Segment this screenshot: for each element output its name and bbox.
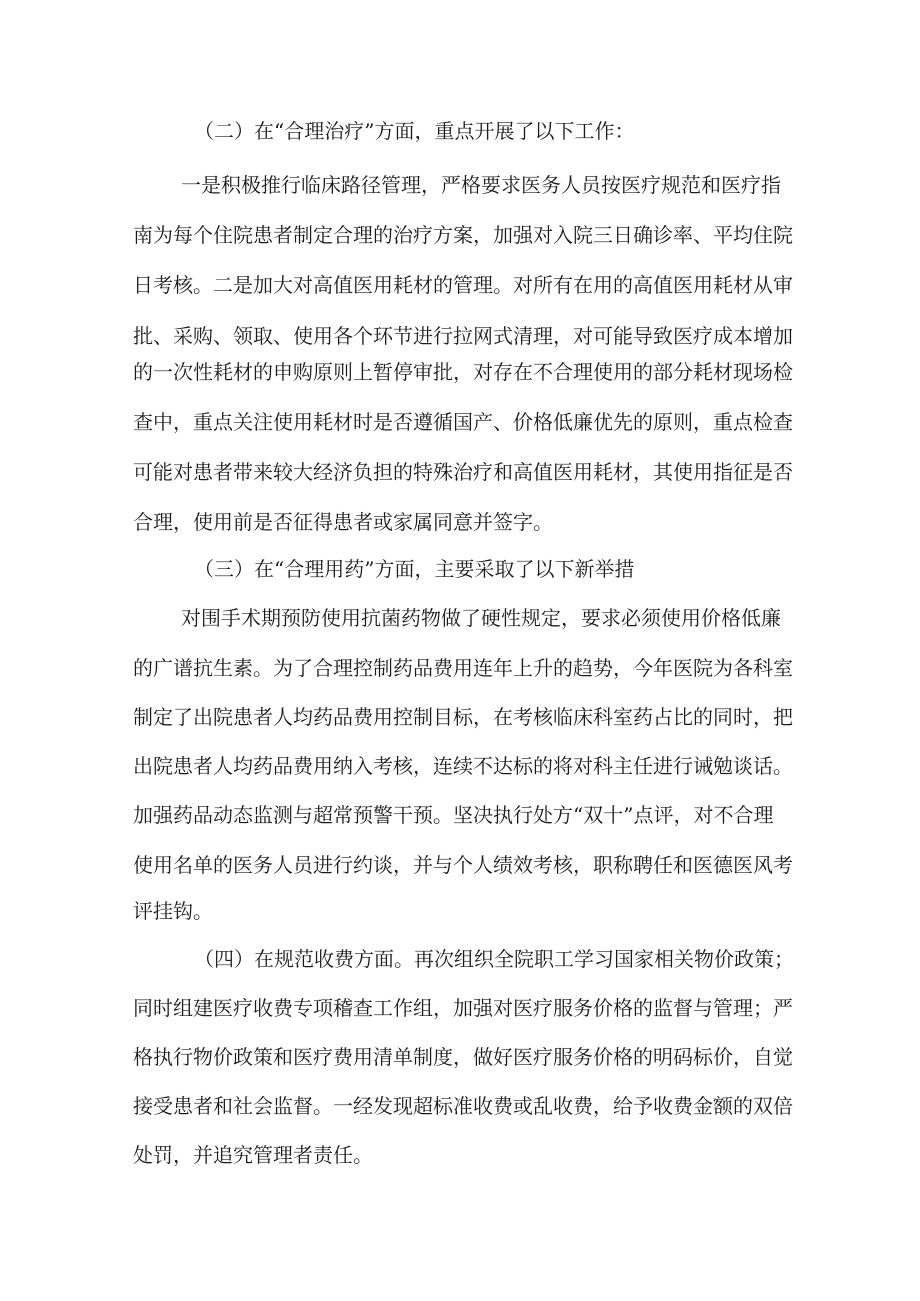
paragraph-line: 制定了出院患者人均药品费用控制目标，在考核临床科室药占比的同时，把	[133, 705, 793, 729]
section-heading: （三）在“合理用药”方面，主要采取了以下新举措	[194, 557, 635, 581]
paragraph-line: 一是积极推行临床路径管理，严格要求医务人员按医疗规范和医疗指	[181, 173, 781, 197]
paragraph-line: （四）在规范收费方面。再次组织全院职工学习国家相关物价政策；	[194, 947, 794, 971]
paragraph-line: 批、采购、领取、使用各个环节进行拉网式清理，对可能导致医疗成本增加	[133, 324, 793, 348]
paragraph-line: 可能对患者带来较大经济负担的特殊治疗和高值医用耗材，其使用指征是否	[133, 460, 793, 484]
section-heading: （二）在“合理治疗”方面，重点开展了以下工作：	[194, 119, 635, 143]
paragraph-line: 对围手术期预防使用抗菌药物做了硬性规定，要求必须使用价格低廉	[181, 606, 781, 630]
paragraph-line: 出院患者人均药品费用纳入考核，连续不达标的将对科主任进行诫勉谈话。	[133, 754, 793, 778]
paragraph-line: 加强药品动态监测与超常预警干预。坚决执行处方“双十”点评，对不合理	[133, 803, 774, 827]
paragraph-line: 评挂钩。	[133, 899, 213, 923]
paragraph-line: 的广谱抗生素。为了合理控制药品费用连年上升的趋势，今年医院为各科室	[133, 656, 793, 680]
paragraph-line: 查中，重点关注使用耗材时是否遵循国产、价格低廉优先的原则，重点检查	[133, 410, 793, 434]
paragraph-line: 接受患者和社会监督。一经发现超标准收费或乱收费，给予收费金额的双倍	[133, 1094, 793, 1118]
paragraph-line: 合理，使用前是否征得患者或家属同意并签字。	[133, 510, 553, 534]
paragraph-line: 南为每个住院患者制定合理的治疗方案，加强对入院三日确诊率、平均住院	[133, 223, 793, 247]
paragraph-line: 使用名单的医务人员进行约谈，并与个人绩效考核，职称聘任和医德医风考	[133, 853, 793, 877]
paragraph-line: 格执行物价政策和医疗费用清单制度，做好医疗服务价格的明码标价，自觉	[133, 1045, 793, 1069]
paragraph-line: 处罚，并追究管理者责任。	[133, 1143, 373, 1167]
paragraph-line: 日考核。二是加大对高值医用耗材的管理。对所有在用的高值医用耗材从审	[133, 273, 793, 297]
paragraph-line: 的一次性耗材的申购原则上暂停审批，对存在不合理使用的部分耗材现场检	[133, 360, 793, 384]
paragraph-line: 同时组建医疗收费专项稽查工作组，加强对医疗服务价格的监督与管理；严	[133, 996, 793, 1020]
